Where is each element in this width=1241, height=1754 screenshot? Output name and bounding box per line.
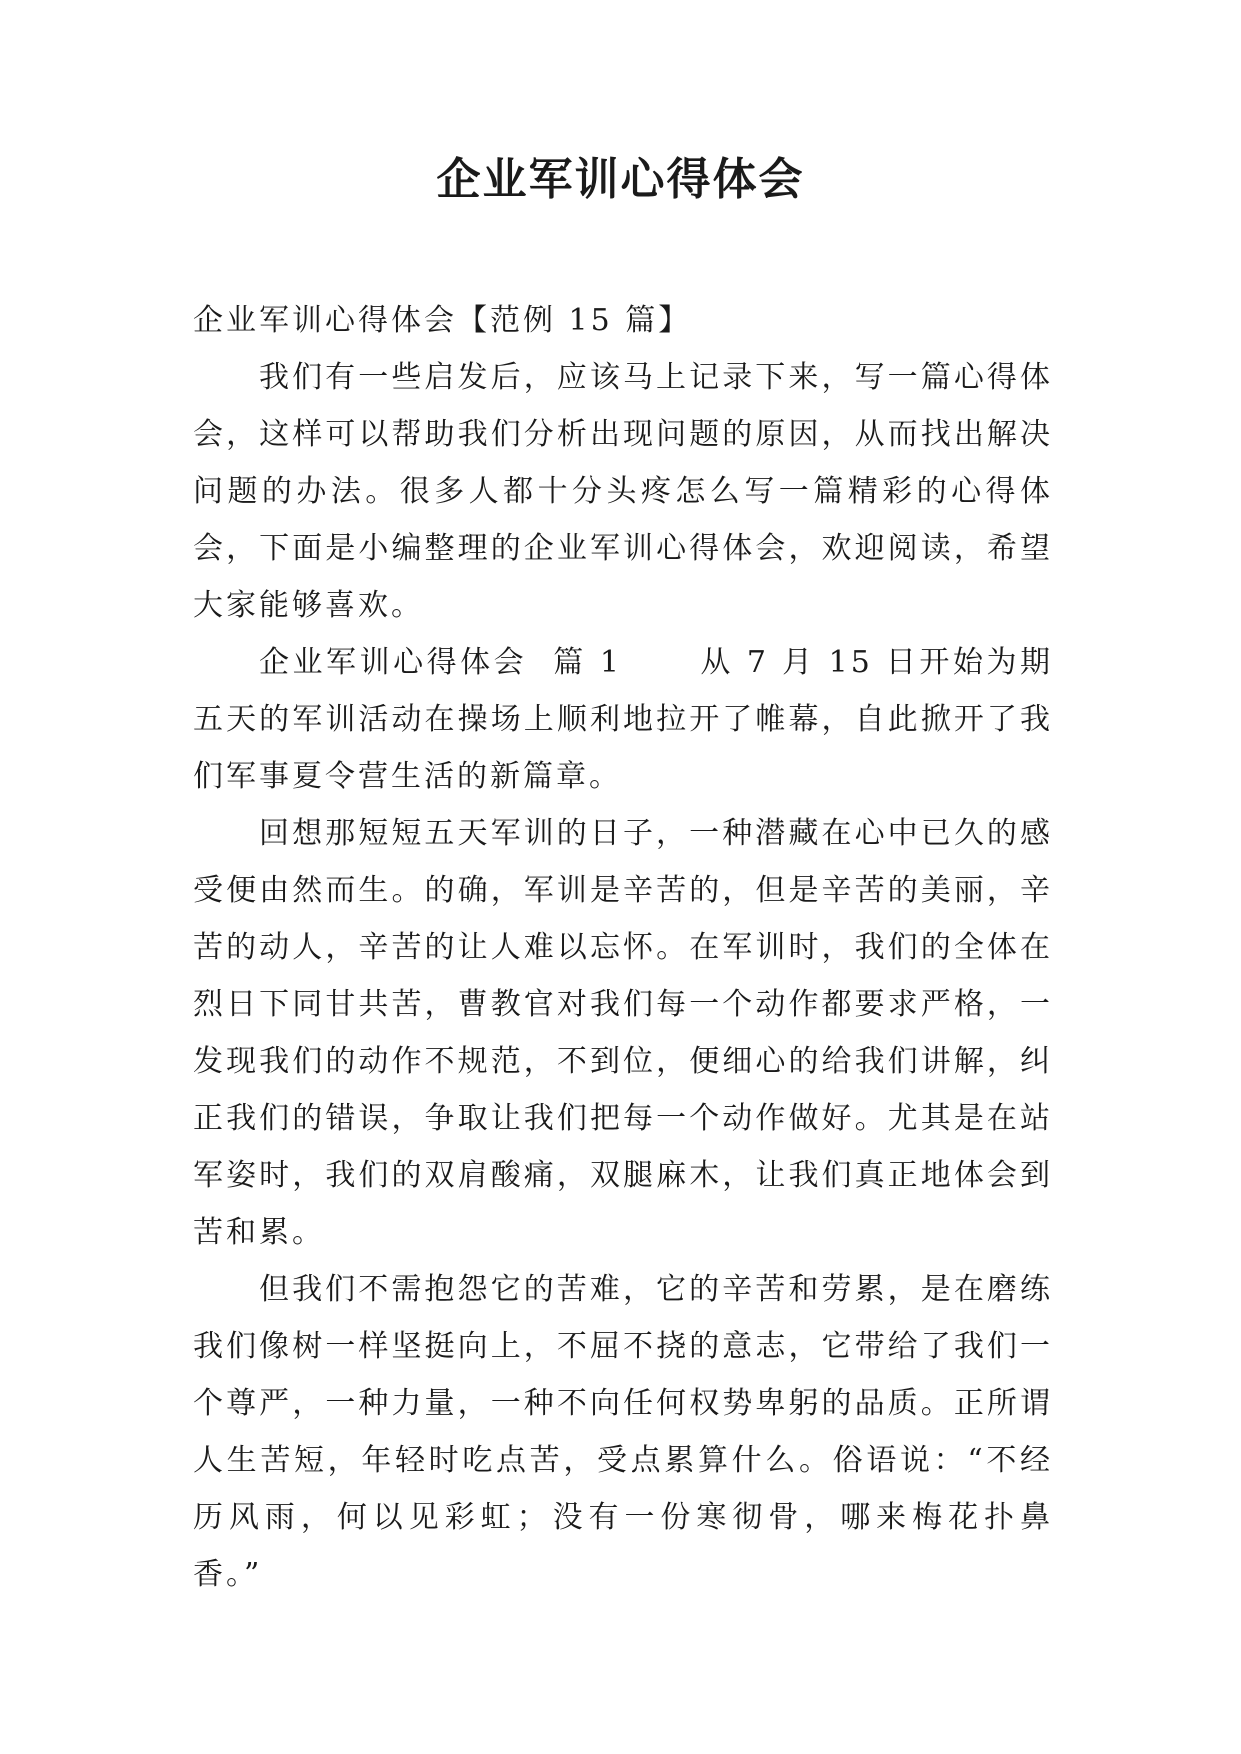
document-title: 企业军训心得体会 xyxy=(436,154,805,205)
paragraph-hardship: 但我们不需抱怨它的苦难，它的辛苦和劳累，是在磨练我们像树一样坚挺向上，不屈不挠的意志，它带给了我们一个尊严，一种力量，一种不向任何权势卑躬的品质。正所谓人生苦短，年轻时吃点苦，受点累算什么。俗语说：“不经历风雨，何以见彩虹；没有一份寒彻骨，哪来梅花扑鼻香。” xyxy=(193,1272,1053,1592)
paragraph-reflection: 回想那短短五天军训的日子，一种潜藏在心中已久的感受便由然而生。的确，军训是辛苦的，但是辛苦的美丽，辛苦的动人，辛苦的让人难以忘怀。在军训时，我们的全体在烈日下同甘共苦，曹教官对我们每一个动作都要求严格，一发现我们的动作不规范，不到位，便细心的给我们讲解，纠正我们的错误，争取让我们把每一个动作做好。尤其是在站军姿时，我们的双肩酸痛，双腿麻木，让我们真正地体会到苦和累。 xyxy=(193,816,1053,1250)
document-body xyxy=(193,292,1053,1603)
document-subtitle: 企业军训心得体会【范例 15 篇】 xyxy=(193,303,692,338)
paragraph-article-1-opening: 企业军训心得体会 篇 1 从 7 月 15 日开始为期五天的军训活动在操场上顺利地拉开了帷幕，自此掀开了我们军事夏令营生活的新篇章。 xyxy=(193,645,1053,794)
paragraph-intro: 我们有一些启发后，应该马上记录下来，写一篇心得体会，这样可以帮助我们分析出现问题的原因，从而找出解决问题的办法。很多人都十分头疼怎么写一篇精彩的心得体会，下面是小编整理的企业军训心得体会，欢迎阅读，希望大家能够喜欢。 xyxy=(193,360,1053,623)
